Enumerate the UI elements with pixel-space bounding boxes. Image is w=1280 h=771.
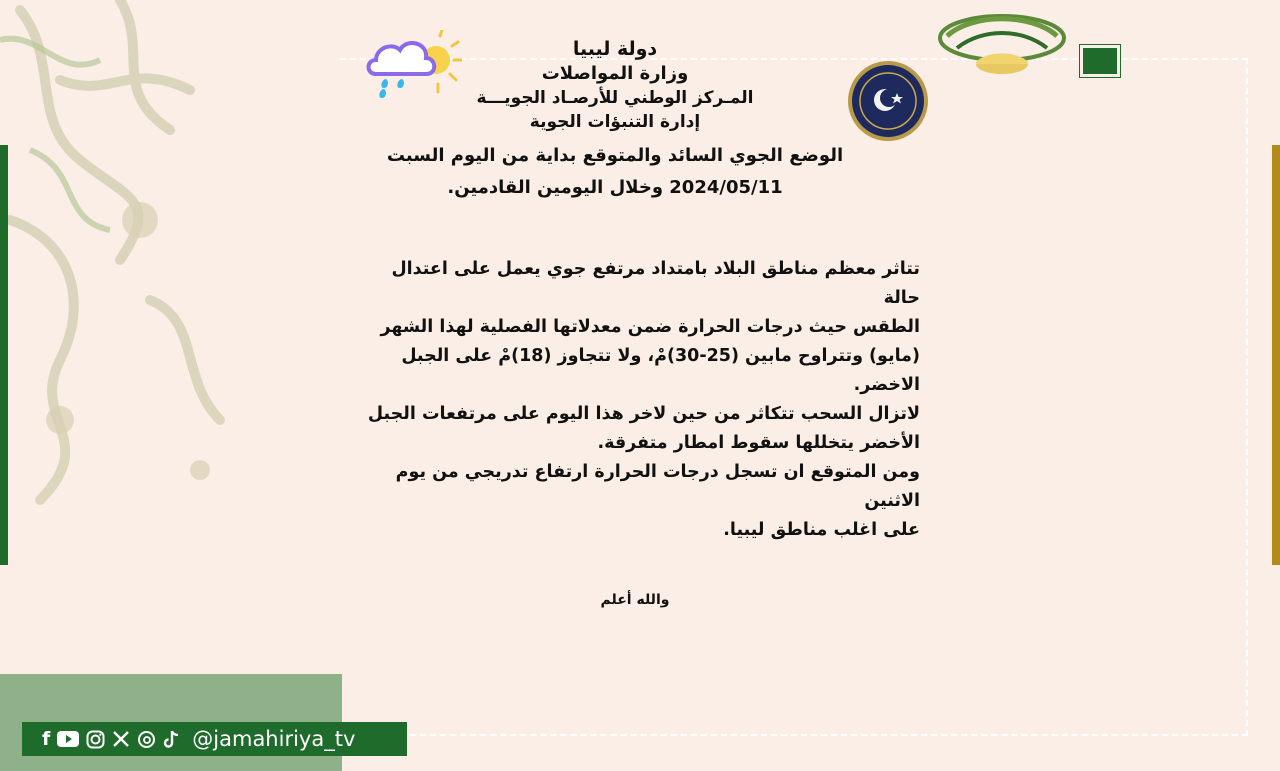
channel-logo-icon xyxy=(932,8,1072,74)
closing-phrase: والله أعلم xyxy=(600,592,670,608)
left-green-bar xyxy=(0,145,8,565)
forecast-line: تتاثر معظم مناطق البلاد بامتداد مرتفع جوي يعمل على اعتدال حالة xyxy=(391,259,920,308)
forecast-line: ومن المتوقع ان تسجل درجات الحرارة ارتفاع تدريجي من يوم الاثنين xyxy=(395,462,920,511)
ministry-name: وزارة المواصلات xyxy=(541,63,689,84)
threads-icon[interactable] xyxy=(137,730,156,749)
forecast-line: الأخضر يتخللها سقوط امطار متفرقة. xyxy=(597,433,920,453)
forecast-line: لاتزال السحب تتكاثر من حين لاخر هذا اليوم على مرتفعات الجبل xyxy=(367,404,920,424)
bulletin-title-line2: 2024/05/11 وخلال اليومين القادمين. xyxy=(447,177,783,198)
country-name: دولة ليبيا xyxy=(572,38,658,60)
green-square xyxy=(1080,45,1120,77)
forecast-line: الطقس حيث درجات الحرارة ضمن معدلاتها الفصلية لهذا الشهر xyxy=(380,317,920,337)
tiktok-icon[interactable] xyxy=(163,730,179,749)
forecast-line: (مايو) وتتراوح مابين (25-30)مْ، ولا تتجاوز (18)مْ على الجبل xyxy=(401,346,920,366)
calligraphy-decoration xyxy=(0,0,260,560)
center-name: المـركز الوطني للأرصـاد الجويـــة xyxy=(476,88,754,108)
instagram-icon[interactable] xyxy=(86,730,105,749)
social-handle[interactable]: @jamahiriya_tv xyxy=(192,727,356,751)
facebook-icon[interactable]: f xyxy=(42,727,51,750)
bulletin-header xyxy=(360,36,870,202)
youtube-icon[interactable] xyxy=(57,731,79,747)
forecast-line: على اغلب مناطق ليبيا. xyxy=(723,520,920,540)
x-icon[interactable] xyxy=(112,730,130,748)
department-name: إدارة التنبؤات الجوية xyxy=(529,112,701,132)
forecast-line: الاخضر. xyxy=(853,375,920,395)
right-gold-bar xyxy=(1272,145,1280,565)
bulletin-title-line1: الوضع الجوي السائد والمتوقع بداية من اليوم السبت xyxy=(386,145,844,166)
forecast-body xyxy=(352,255,920,545)
social-bar xyxy=(22,722,407,756)
